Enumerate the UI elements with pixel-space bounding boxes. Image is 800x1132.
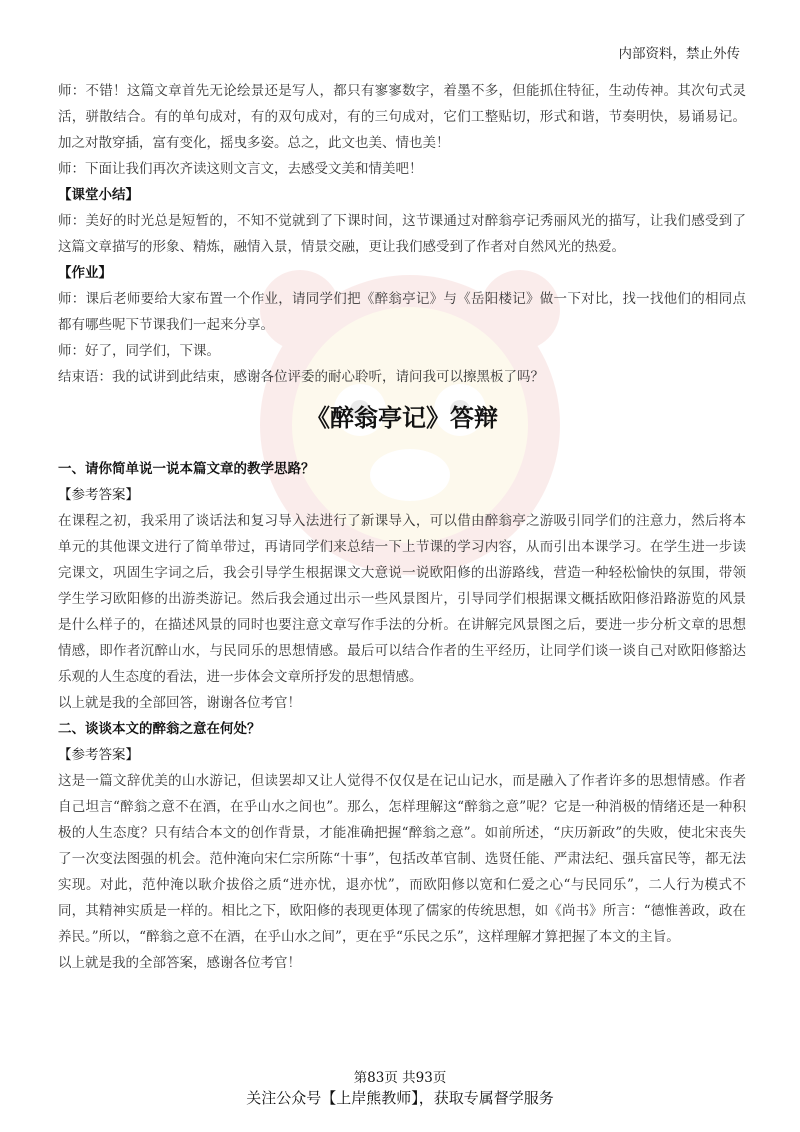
promo-text: 关注公众号【上岸熊教师】，获取专属督学服务 (246, 1089, 554, 1107)
question-1-answer: 在课程之初，我采用了谈话法和复习导入法进行了新课导入，可以借由醉翁亭之游吸引同学们的注意力，然后将本单元的其他课文进行了简单带过，再请同学们来总结一下上节课的学习内容，从而引出本课学习。在学生进一步读完课文，巩固生字词之后，我会引导学生根据课文大意说一说欧阳修的出游路线，营造一种轻松愉快的氛围，带领学生学习欧阳修的出游类游记。然后我会通过出示一些风景图片，引导同学们根据课文概括欧阳修沿路游览的风景是什么样子的，在描述风景的同时也要注意文章写作手法的分析。在讲解完风景图之后，要进一步分析文章的思想情感，即作者沉醉山水，与民同乐的思想情感。最后可以结合作者的生平经历，让同学们谈一谈自己对欧阳修豁达乐观的人生态度的看法，进一步体会文章所抒发的思想情感。 (58, 513, 746, 685)
question-1-closing: 以上就是我的全部回答，谢谢各位考官！ (58, 695, 301, 711)
document-body (58, 78, 746, 976)
page-footer (0, 1068, 800, 1108)
question-1-ref-label: 【参考答案】 (58, 487, 139, 503)
question-2-closing: 以上就是我的全部答案，感谢各位考官！ (58, 955, 301, 971)
question-1-heading: 一、请你简单说一说本篇文章的教学思路？ (58, 461, 315, 477)
lecture-paragraph: 师：下面让我们再次齐读这则文言文，去感受文美和情美吧！ (58, 161, 423, 177)
dismiss-text: 师：好了，同学们，下课。 (58, 343, 220, 359)
summary-text: 师：美好的时光总是短暂的，不知不觉就到了下课时间，这节课通过对醉翁亭记秀丽风光的描写，让我们感受到了这篇文章描写的形象、精炼，融情入景，情景交融，更让我们感受到了作者对自然风光的热爱。 (58, 213, 746, 255)
page-number: 第83页 共93页 (353, 1070, 447, 1086)
homework-text: 师：课后老师要给大家布置一个作业，请同学们把《醉翁亭记》与《岳阳楼记》做一下对比，找一找他们的相同点都有哪些呢下节课我们一起来分享。 (58, 291, 746, 333)
defense-title: 《醉翁亭记》答辩 (306, 403, 498, 432)
confidential-notice: 内部资料，禁止外传 (618, 46, 740, 62)
closing-text: 结束语：我的试讲到此结束，感谢各位评委的耐心聆听，请问我可以擦黑板了吗？ (58, 369, 544, 385)
question-2-ref-label: 【参考答案】 (58, 747, 139, 763)
question-2-heading: 二、谈谈本文的醉翁之意在何处？ (58, 721, 261, 737)
lecture-paragraph: 师：不错！这篇文章首先无论绘景还是写人，都只有寥寥数字，着墨不多，但能抓住特征，生动传神。其次句式灵活，骈散结合。有的单句成对，有的双句成对，有的三句成对，它们工整贴切，形式和谐，节奏明快，易诵易记。加之对散穿插，富有变化，摇曳多姿。总之，此文也美、情也美！ (58, 83, 746, 151)
homework-label: 【作业】 (58, 265, 112, 281)
question-2-answer: 这是一篇文辞优美的山水游记，但读罢却又让人觉得不仅仅是在记山记水，而是融入了作者许多的思想情感。作者自己坦言“醉翁之意不在酒，在乎山水之间也”。那么，怎样理解这“醉翁之意”呢？它是一种消极的情绪还是一种积极的人生态度？只有结合本文的创作背景，才能准确把握“醉翁之意”。如前所述，“庆历新政”的失败，使北宋丧失了一次变法图强的机会。范仲淹向宋仁宗所陈“十事”，包括改革官制、选贤任能、严肃法纪、强兵富民等，都无法实现。对此，范仲淹以耿介拔俗之质“进亦忧，退亦忧”，而欧阳修以宽和仁爱之心“与民同乐”，二人行为模式不同，其精神实质是一样的。相比之下，欧阳修的表现更体现了儒家的传统思想，如《尚书》所言：“德惟善政，政在养民。”所以，“醉翁之意不在酒，在乎山水之间”，更在乎“乐民之乐”，这样理解才算把握了本文的主旨。 (58, 773, 746, 945)
summary-label: 【课堂小结】 (58, 187, 139, 203)
